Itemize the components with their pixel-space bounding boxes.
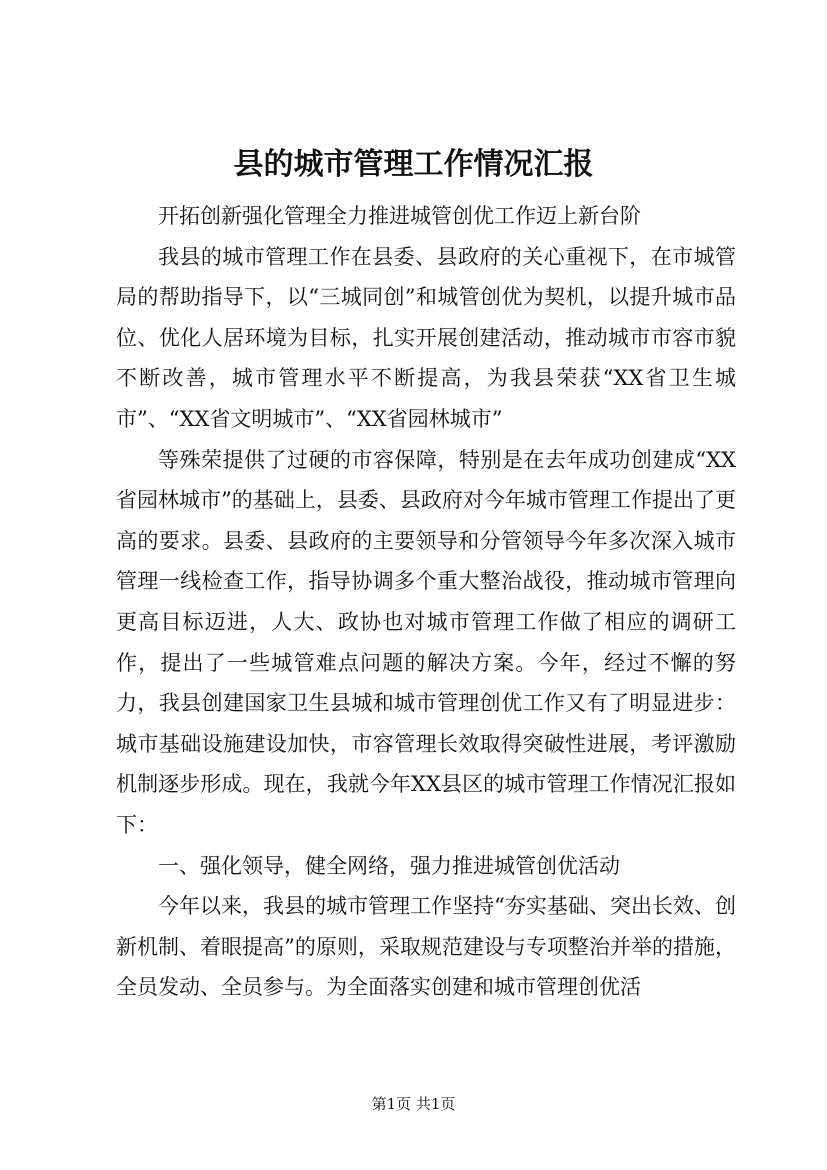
paragraph-principles: 今年以来，我县的城市管理工作坚持“夯实基础、突出长效、创新机制、着眼提高”的原则，采取规范建设与专项整治并举的措施，全员发动、全员参与。为全面落实创建和城市管理创优活 — [116, 894, 736, 1000]
paragraph-progress: 等殊荣提供了过硬的市容保障，特别是在去年成功创建成“XX省园林城市”的基础上，县委、县政府对今年城市管理工作提出了更高的要求。县委、县政府的主要领导和分管领导今年多次深入城市管理一线检查工作，指导协调多个重大整治战役，推动城市管理向更高目标迈进，人大、政协也对城市管理工作做了相应的调研工作，提出了一些城管难点问题的解决方案。今年，经过不懈的努力，我县创建国家卫生县城和城市管理创优工作又有了明显进步：城市基础设施建设加快，市容管理长效取得突破性进展，考评激励机制逐步形成。现在，我就今年XX县区的城市管理工作情况汇报如下： — [116, 447, 736, 837]
section-heading: 一、强化领导，健全网络，强力推进城管创优活动 — [158, 853, 620, 878]
page-footer: 第1页 共1页 — [371, 1095, 456, 1113]
paragraph-intro: 我县的城市管理工作在县委、县政府的关心重视下，在市城管局的帮助指导下，以“三城同创”和城管创优为契机，以提升城市品位、优化人居环境为目标，扎实开展创建活动，推动城市市容市貌不断改善，城市管理水平不断提高，为我县荣获“XX省卫生城市”、“XX省文明城市”、“XX省园林城市” — [116, 244, 736, 431]
document-body — [116, 196, 736, 1008]
document-title: 县的城市管理工作情况汇报 — [233, 147, 594, 182]
paragraph-subtitle: 开拓创新强化管理全力推进城管创优工作迈上新台阶 — [158, 204, 641, 228]
